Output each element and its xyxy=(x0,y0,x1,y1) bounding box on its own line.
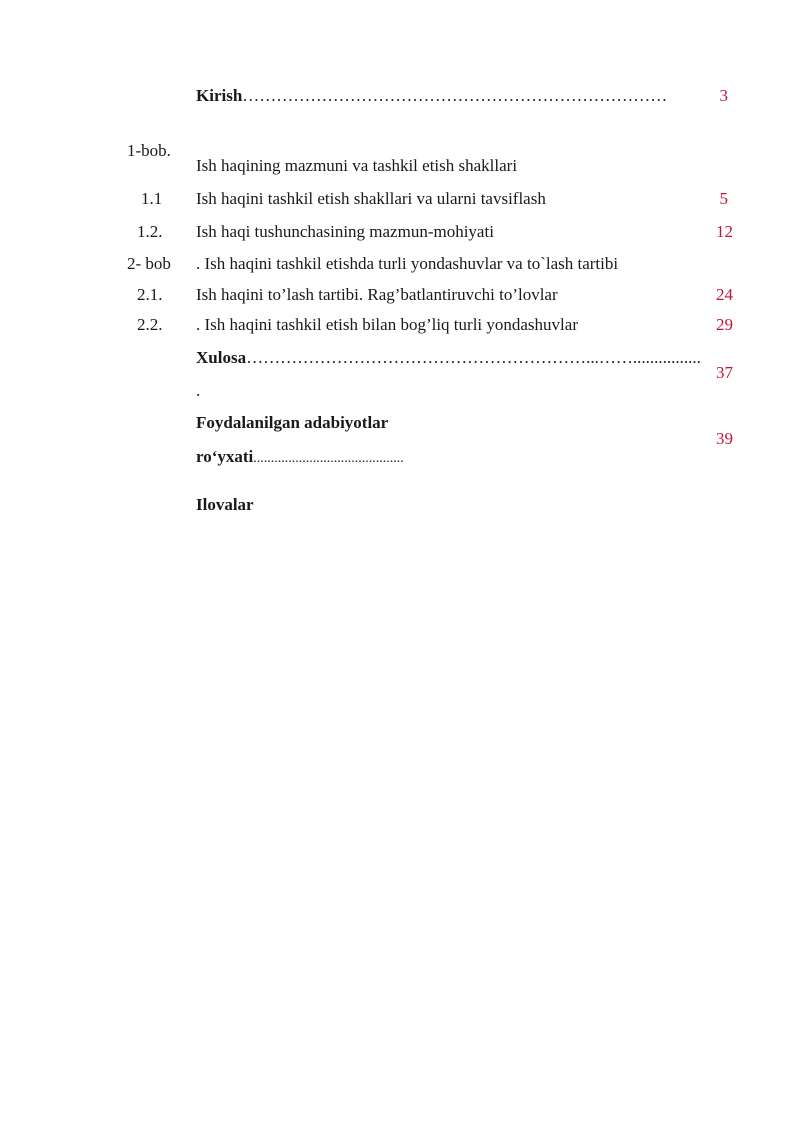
xulosa-dots: ……………………………………………………...……................ xyxy=(246,348,701,367)
toc-entry-xulosa xyxy=(196,348,701,368)
xulosa-label: Xulosa xyxy=(196,348,247,367)
chapter-1-title: Ish haqining mazmuni va tashkil etish shakllari xyxy=(196,156,518,175)
adabiyot-page: 39 xyxy=(716,429,733,448)
toc-entry-kirish xyxy=(196,86,667,106)
xulosa-page: 37 xyxy=(716,363,733,382)
section-1-1-title: Ish haqini tashkil etish shakllari va ularni tavsiflash xyxy=(196,189,546,208)
section-1-2-title: Ish haqi tushunchasining mazmun-mohiyati xyxy=(196,222,494,241)
kirish-page: 3 xyxy=(719,86,728,105)
kirish-dots: ………………………………………………………………… xyxy=(242,86,668,105)
section-2-1-page: 24 xyxy=(716,285,733,304)
section-1-2-page: 12 xyxy=(716,222,733,241)
section-2-1-title: Ish haqini to’lash tartibi. Rag’batlantiruvchi to’lovlar xyxy=(196,285,558,304)
chapter-1-number: 1-bob. xyxy=(127,141,171,160)
adabiyot-label-line1: Foydalanilgan adabiyotlar xyxy=(196,413,389,432)
section-2-2-page: 29 xyxy=(716,315,733,334)
section-2-2-number: 2.2. xyxy=(137,315,163,334)
chapter-2-title: . Ish haqini tashkil etishda turli yondashuvlar va to`lash tartibi xyxy=(196,254,619,273)
section-2-1-number: 2.1. xyxy=(137,285,163,304)
section-1-2-number: 1.2. xyxy=(137,222,163,241)
toc-entry-adabiyot-line2 xyxy=(196,447,404,469)
adabiyot-dots: ........................................... xyxy=(253,451,404,466)
chapter-2-number: 2- bob xyxy=(127,254,171,273)
section-1-1-page: 5 xyxy=(719,189,728,208)
section-1-1-number: 1.1 xyxy=(141,189,163,208)
ilovalar-label: Ilovalar xyxy=(196,495,254,514)
kirish-label: Kirish xyxy=(196,86,243,105)
adabiyot-label-line2: ro‘yxati xyxy=(196,447,254,466)
xulosa-dot-continuation: . xyxy=(196,381,201,400)
section-2-2-title: . Ish haqini tashkil etish bilan bog’liq turli yondashuvlar xyxy=(196,315,578,334)
